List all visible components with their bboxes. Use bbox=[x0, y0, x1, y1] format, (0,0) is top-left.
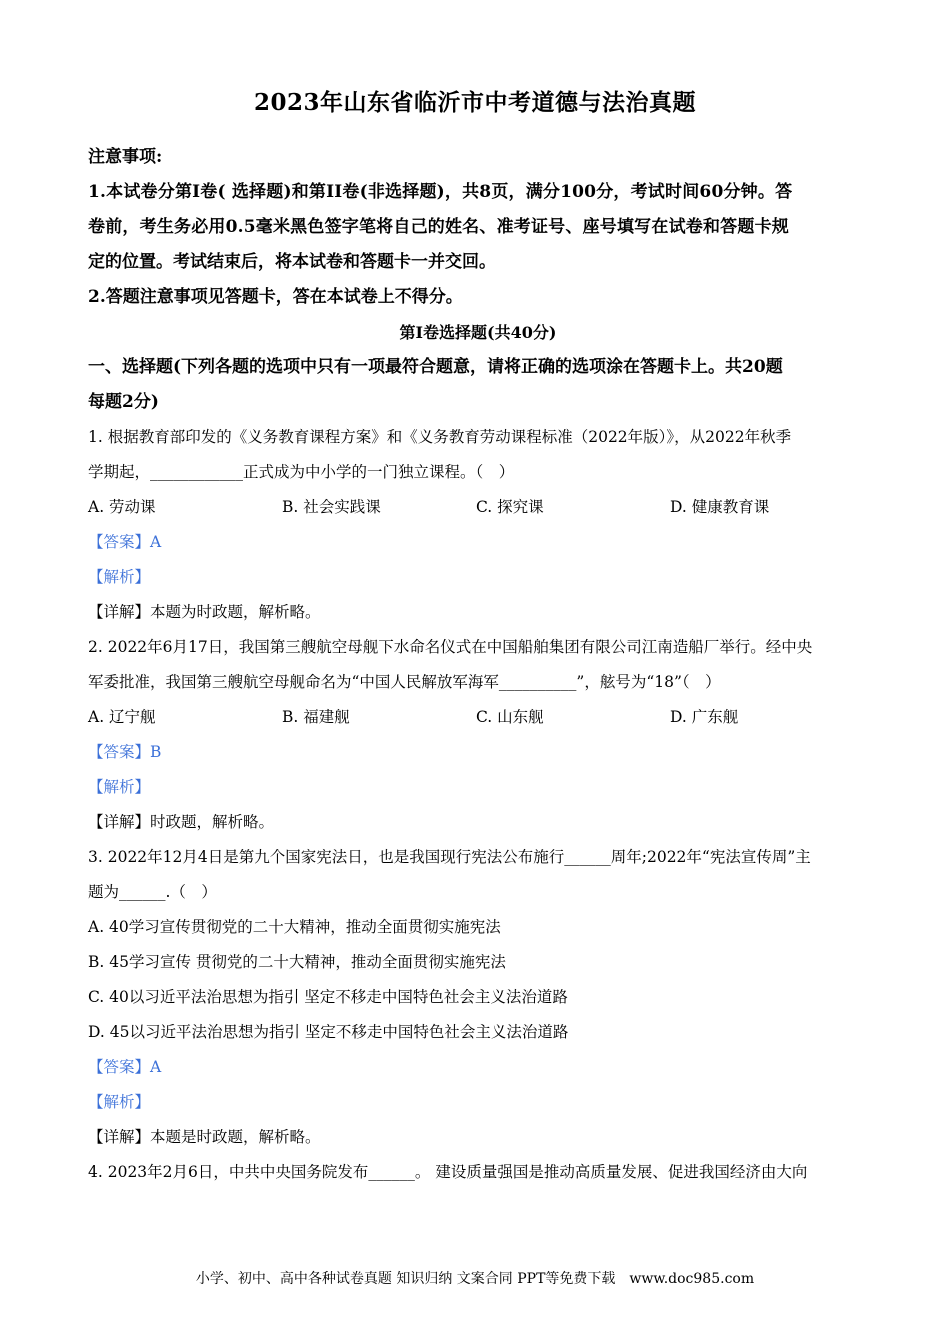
question-1-answer: 【答案】A bbox=[88, 533, 162, 551]
question-3-line-2: 题为______.（ ） bbox=[88, 883, 217, 901]
option-a: A. 辽宁舰 bbox=[88, 708, 156, 726]
question-3-analysis: 【解析】 bbox=[88, 1093, 151, 1111]
option-c: C. 探究课 bbox=[476, 498, 544, 516]
question-3-answer: 【答案】A bbox=[88, 1058, 162, 1076]
note-item-1-line-3: 定的位置。考试结束后，将本试卷和答题卡一并交回。 bbox=[88, 252, 496, 272]
question-2-detail: 【详解】时政题，解析略。 bbox=[88, 813, 275, 831]
question-2-line-1: 2. 2022年6月17日，我国第三艘航空母舰下水命名仪式在中国船舶集团有限公司江南造船厂举行。经中央 bbox=[88, 638, 813, 656]
page-footer bbox=[0, 1268, 950, 1288]
question-3-detail: 【详解】本题是时政题，解析略。 bbox=[88, 1128, 321, 1146]
option-a: A. 劳动课 bbox=[88, 498, 156, 516]
question-1-analysis: 【解析】 bbox=[88, 568, 151, 586]
note-item-2: 2.答题注意事项见答题卡，答在本试卷上不得分。 bbox=[88, 287, 463, 307]
question-2-analysis: 【解析】 bbox=[88, 778, 151, 796]
option-c: C. 山东舰 bbox=[476, 708, 544, 726]
option-b: B. 福建舰 bbox=[282, 708, 350, 726]
note-item-1-line-2: 卷前，考生务必用0.5毫米黑色签字笔将自己的姓名、准考证号、座号填写在试卷和答题卡规 bbox=[88, 217, 789, 237]
question-1-line-2: 学期起，____________正式成为中小学的一门独立课程。（ ） bbox=[88, 463, 515, 481]
question-1-line-1: 1. 根据教育部印发的《义务教育课程方案》和《义务教育劳动课程标准（2022年版）》，从2022年秋季 bbox=[88, 428, 792, 446]
footer-link[interactable]: www.doc985.com bbox=[629, 1271, 755, 1287]
part-heading-line-1: 一、选择题(下列各题的选项中只有一项最符合题意，请将正确的选项涂在答题卡上。共20题 bbox=[88, 357, 783, 377]
question-3-option-c: C. 40以习近平法治思想为指引 坚定不移走中国特色社会主义法治道路 bbox=[88, 988, 568, 1006]
question-3-line-1: 3. 2022年12月4日是第九个国家宪法日，也是我国现行宪法公布施行______周年;2022年“宪法宣传周”主 bbox=[88, 848, 811, 866]
note-item-1-line-1: 1.本试卷分第I卷( 选择题)和第II卷(非选择题)，共8页，满分100分，考试时间60分钟。答 bbox=[88, 182, 793, 202]
question-2-options bbox=[88, 700, 868, 735]
part-heading-line-2: 每题2分) bbox=[88, 392, 159, 412]
question-2-line-2: 军委批准，我国第三艘航空母舰命名为“中国人民解放军海军__________”，舷号为“18”（ ） bbox=[88, 673, 721, 691]
exam-title: 2023年山东省临沂市中考道德与法治真题 bbox=[253, 89, 696, 116]
option-d: D. 广东舰 bbox=[670, 708, 739, 726]
option-b: B. 社会实践课 bbox=[282, 498, 381, 516]
notes-heading: 注意事项: bbox=[88, 147, 163, 167]
option-d: D. 健康教育课 bbox=[670, 498, 770, 516]
question-3-option-b: B. 45学习宣传 贯彻党的二十大精神，推动全面贯彻实施宪法 bbox=[88, 953, 506, 971]
question-1-options bbox=[88, 490, 868, 525]
exam-body bbox=[88, 140, 868, 1190]
footer-text: 小学、初中、高中各种试卷真题 知识归纳 文案合同 PPT等免费下载 bbox=[195, 1271, 616, 1287]
question-3-option-d: D. 45以习近平法治思想为指引 坚定不移走中国特色社会主义法治道路 bbox=[88, 1023, 569, 1041]
question-2-answer: 【答案】B bbox=[88, 743, 162, 761]
question-1-detail: 【详解】本题为时政题，解析略。 bbox=[88, 603, 321, 621]
section-title: 第I卷选择题(共40分) bbox=[399, 323, 557, 342]
question-3-option-a: A. 40学习宣传贯彻党的二十大精神，推动全面贯彻实施宪法 bbox=[88, 918, 501, 936]
question-4-line-1: 4. 2023年2月6日，中共中央国务院发布______。 建设质量强国是推动高质量发展、促进我国经济由大向 bbox=[88, 1163, 808, 1181]
